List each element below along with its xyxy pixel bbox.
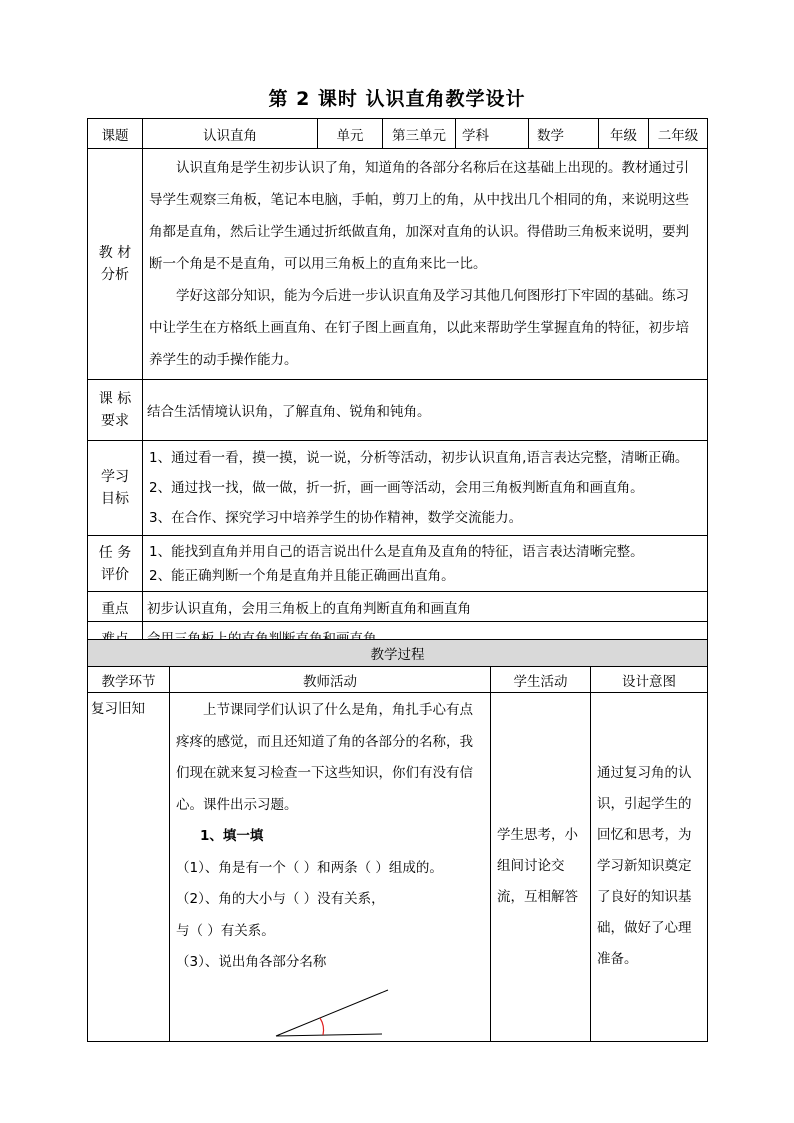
question-2b: 与（ ）有关系。 (176, 922, 275, 939)
goals-row (88, 441, 708, 536)
topic-row (88, 119, 708, 149)
goal-item: 1、通过看一看，摸一摸，说一说，分析等活动，初步认识直角,语言表达完整，清晰正确。 (149, 450, 689, 466)
question-3: （3）、说出角各部分名称 (176, 954, 327, 970)
student-activity: 学生思考，小组间讨论交流，互相解答 (491, 693, 591, 1042)
stage-label: 复习旧知 (88, 693, 170, 1042)
unit-value: 第三单元 (383, 119, 456, 149)
column-header: 设计意图 (591, 667, 708, 693)
key-point-row (88, 592, 708, 622)
angle-lower-ray (276, 1034, 382, 1036)
key-point-text: 初步认识直角，会用三角板上的直角判断直角和画直角 (143, 592, 708, 622)
standard-row (88, 380, 708, 441)
grade-label: 年级 (599, 119, 649, 149)
column-header: 学生活动 (491, 667, 591, 693)
page-title: 第 2 课时 认识直角教学设计 (268, 88, 526, 110)
question-2a: （2）、角的大小与（ ）没有关系， (176, 891, 385, 907)
design-intent: 通过复习角的认识，引起学生的回忆和思考，为学习新知识奠定了良好的知识基础，做好了心理准备。 (591, 693, 708, 1042)
task-item: 1、能找到直角并用自己的语言说出什么是直角及直角的特征，语言表达清晰完整。 (149, 543, 644, 560)
task-item: 2、能正确判断一个角是直角并且能正确画出直角。 (149, 567, 455, 584)
angle-diagram (268, 979, 468, 1039)
goals-label: 学习 目标 (88, 441, 143, 536)
process-heading-row (88, 640, 708, 667)
tasks-row (88, 536, 708, 592)
angle-arc (320, 1018, 324, 1035)
analysis-label: 教 材 分析 (88, 149, 143, 380)
fill-in-title: 1、填一填 (200, 828, 264, 844)
tasks-list (143, 536, 708, 592)
column-header: 教学环节 (88, 667, 170, 693)
teacher-activity (170, 693, 491, 1042)
grade-value: 二年级 (649, 119, 708, 149)
subject-label: 学科 (456, 119, 529, 149)
review-row (88, 693, 708, 1042)
unit-label: 单元 (318, 119, 383, 149)
question-1: （1）、角是有一个（ ）和两条（ ）组成的。 (176, 859, 443, 876)
angle-upper-ray (276, 990, 388, 1036)
analysis-paragraph-2: 学好这部分知识，能为今后进一步认识直角及学习其他几何图形打下牢固的基础。练习中让学生在方格纸上画直角、在钉子图上画直角，以此来帮助学生掌握直角的特征，初步培养学生的动手操作能力。 (149, 288, 689, 368)
process-heading: 教学过程 (88, 640, 708, 667)
teaching-process-table (87, 639, 708, 1042)
standard-label: 课 标 要求 (88, 380, 143, 441)
analysis-paragraph-1: 认识直角是学生初步认识了角，知道角的各部分名称后在这基础上出现的。教材通过引导学生观察三角板，笔记本电脑，手帕，剪刀上的角，从中找出几个相同的角，来说明这些角都是直角，然后让学生通过折纸做直角，加深对直角的认识。得借助三角板来说明，要判断一个角是不是直角，可以用三角板上的直角来比一比。 (149, 160, 689, 272)
column-header: 教师活动 (170, 667, 491, 693)
standard-text: 结合生活情境认识角，了解直角、锐角和钝角。 (143, 380, 708, 441)
goal-item: 3、在合作、探究学习中培养学生的协作精神，数学交流能力。 (149, 510, 523, 526)
subject-value: 数学 (529, 119, 599, 149)
process-columns-row (88, 667, 708, 693)
tasks-label: 任 务 评价 (88, 536, 143, 592)
topic-value: 认识直角 (143, 119, 318, 149)
topic-label: 课题 (88, 119, 143, 149)
lesson-info-table (87, 118, 708, 653)
analysis-text (143, 149, 708, 380)
goals-list (143, 441, 708, 536)
analysis-row (88, 149, 708, 380)
teacher-intro: 上节课同学们认识了什么是角，角扎手心有点疼疼的感觉，而且还知道了角的各部分的名称，我们现在就来复习检查一下这些知识，你们有没有信心。课件出示习题。 (176, 702, 473, 813)
goal-item: 2、通过找一找，做一做，折一折，画一画等活动，会用三角板判断直角和画直角。 (149, 480, 644, 496)
key-point-label: 重点 (88, 592, 143, 622)
